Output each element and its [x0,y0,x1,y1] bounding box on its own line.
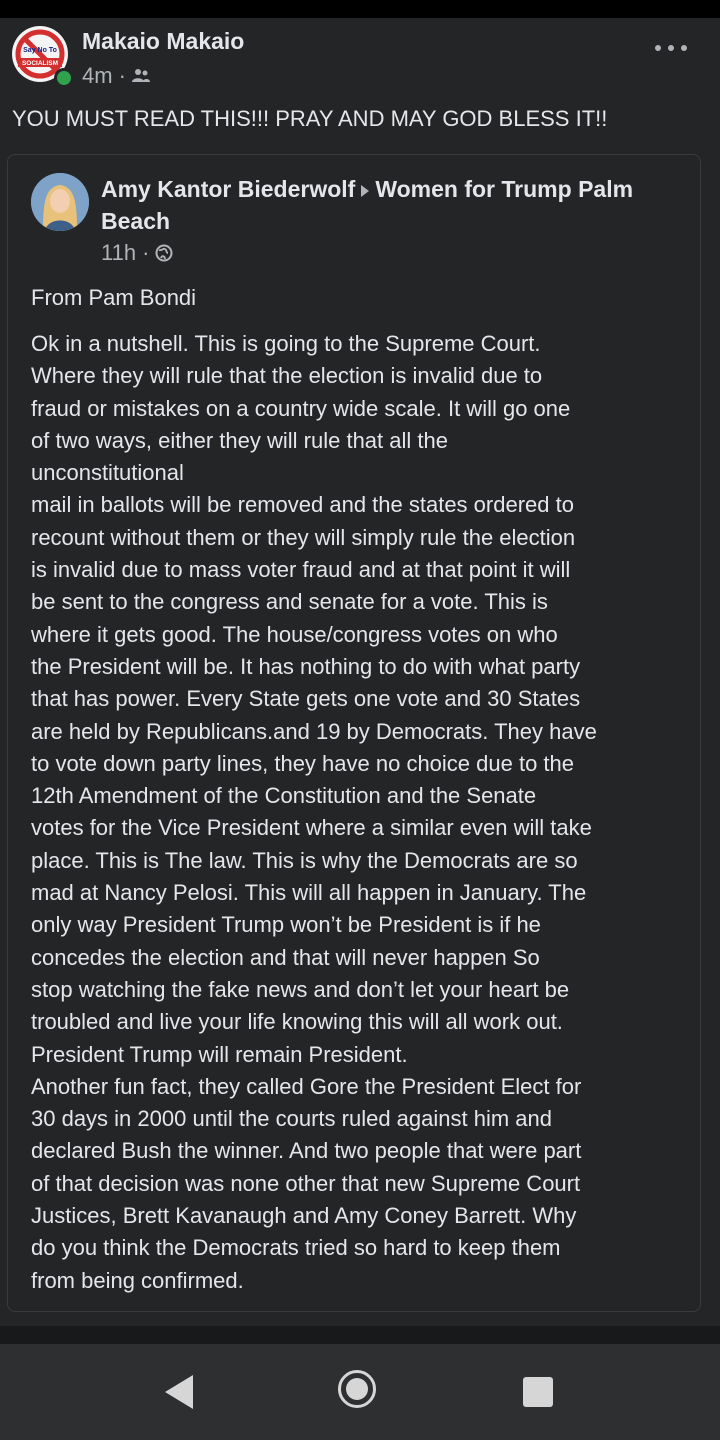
more-dot [681,45,687,51]
logo-text-bottom: SOCIALISM [21,60,59,67]
shared-post-time[interactable]: 11h [101,240,137,265]
shared-post-header [101,173,691,237]
home-icon[interactable] [338,1370,376,1408]
shared-post-body: Ok in a nutshell. This is going to the Supreme Court. Where they will rule that the election is invalid due to fraud or mistakes on a country wide scale. It will go one of two ways, either they will rule that all the unconstitutional mail in ballots will be removed and the states ordered to recount without them or they will simply rule the election is invalid due to mass voter fraud and at that point it will be sent to the congress and senate for a vote. This is where it gets good. The house/congress votes on who the President will be. It has nothing to do with what party that has power. Every State gets one vote and 30 States are held by Republicans.and 19 by Democrats. They have to vote down party lines, they have no choice due to the 12th Amendment of the Constitution and the Senate votes for the Vice President where a similar even will take place. This is The law. This is why the Democrats are so mad at Nancy Pelosi. This will all happen in January. The only way President Trump won’t be President is if he concedes the election and that will never happen So stop watching the fake news and don’t let your heart be troubled and live your life knowing this will all work out. President Trump will remain President. Another fun fact, they called Gore the President Elect for 30 days in 2000 until the courts ruled against him and declared Bush the winner. And two people that were part of that decision was none other that new Supreme Court Justices, Brett Kavanaugh and Amy Coney Barrett. Why do you think the Democrats tried so hard to keep them from being confirmed. [31,331,597,1293]
shared-post-meta [101,240,173,266]
shared-post-from-line: From Pam Bondi [31,285,197,310]
shared-author-name[interactable]: Amy Kantor Biederwolf [101,176,356,202]
online-status-icon [54,68,74,88]
meta-separator: · [142,240,150,265]
post-meta [82,63,150,89]
status-bar [0,0,720,18]
meta-separator: · [118,63,126,88]
logo-text-top: Say No To [23,47,57,54]
post-caption: YOU MUST READ THIS!!! PRAY AND MAY GOD BLESS IT!! [12,106,608,131]
recent-apps-icon[interactable] [523,1377,553,1407]
shared-post[interactable] [7,154,701,1312]
shared-author-avatar[interactable] [31,173,89,231]
back-icon[interactable] [165,1375,193,1409]
profile-photo-icon [31,173,89,231]
more-options-icon[interactable] [655,36,687,60]
post-time[interactable]: 4m [82,63,113,88]
friends-icon [132,68,150,84]
shared-to-arrow-icon [361,185,369,197]
more-dot [668,45,674,51]
globe-icon [155,244,173,262]
shared-group-name[interactable]: Women for Trump Palm Beach [101,176,634,234]
more-dot [655,45,661,51]
post-author-name[interactable]: Makaio Makaio [82,28,245,54]
